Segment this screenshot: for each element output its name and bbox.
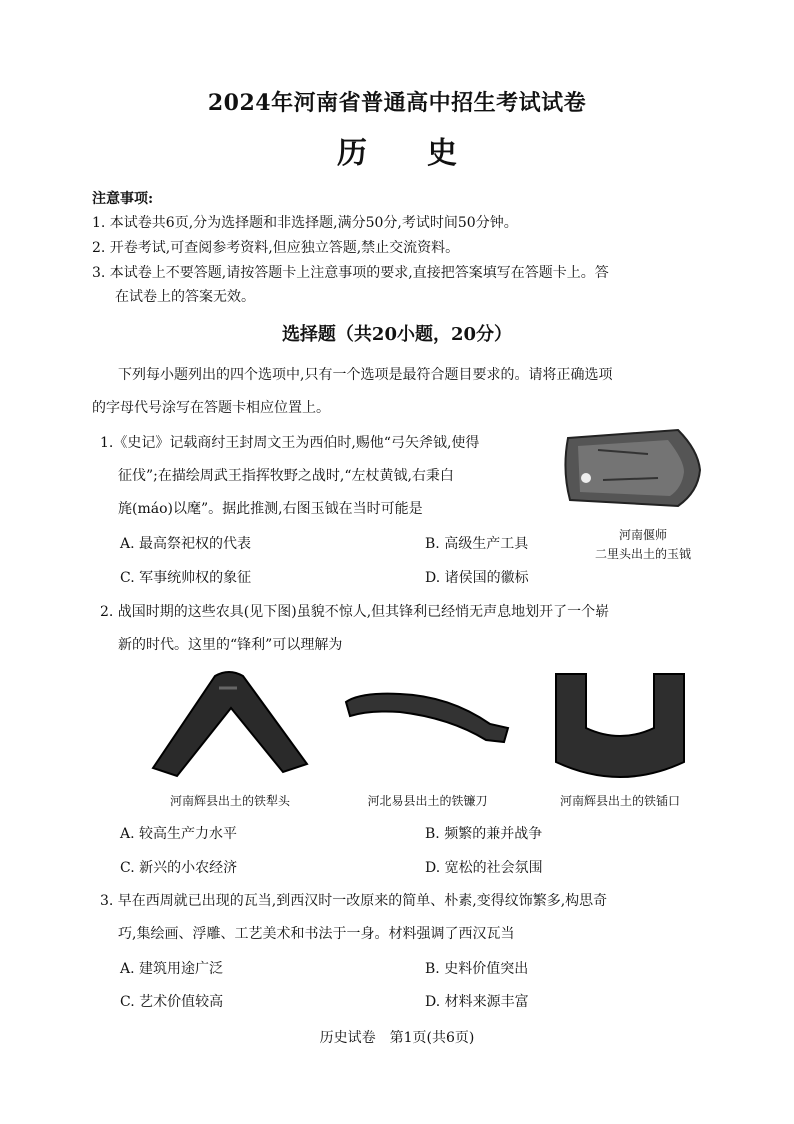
notice-item-3: 3. 本试卷上不要答题,请按答题卡上注意事项的要求,直接把答案填写在答题卡上。答 [92,265,609,281]
q2-option-d: D. 宽松的社会氛围 [425,860,543,876]
section-instructions-1: 下列每小题列出的四个选项中,只有一个选项是最符合题目要求的。请将正确选项 [118,367,613,383]
iron-spade-edge-image [550,668,690,786]
q2-option-b: B. 频繁的兼并战争 [425,826,543,842]
q3-option-a: A. 建筑用途广泛 [120,961,224,977]
notice-heading: 注意事项: [92,191,154,207]
q1-caption-1: 河南偃师 [618,528,667,542]
q1-option-d: D. 诸侯国的徽标 [425,570,529,586]
q2-option-a: A. 较高生产力水平 [120,826,238,842]
q2-line-2: 新的时代。这里的“锋利”可以理解为 [118,637,343,653]
notice-item-1: 1. 本试卷共6页,分为选择题和非选择题,满分50分,考试时间50分钟。 [92,215,518,231]
q3-line-2: 巧,集绘画、浮雕、工艺美术和书法于一身。材料强调了西汉瓦当 [118,926,515,942]
q3-option-c: C. 艺术价值较高 [120,994,224,1010]
jade-yue-axe-image [558,420,708,516]
section-title: 选择题（共20小题，20分） [281,324,513,345]
notice-item-3-cont: 在试卷上的答案无效。 [115,289,255,305]
iron-sickle-image [340,688,515,754]
subject-title: 历史 [337,136,517,171]
q1-option-b: B. 高级生产工具 [425,536,529,552]
q2-caption-3: 河南辉县出土的铁锸口 [559,794,680,808]
q1-line-3: 旄(máo)以麾”。据此推测,右图玉钺在当时可能是 [118,501,423,517]
q1-line-2: 征伐”;在描绘周武王指挥牧野之战时,“左杖黄钺,右秉白 [118,468,454,484]
q1-option-a: A. 最高祭祀权的代表 [120,536,252,552]
q1-option-c: C. 军事统帅权的象征 [120,570,252,586]
notice-item-2: 2. 开卷考试,可查阅参考资料,但应独立答题,禁止交流资料。 [92,240,460,256]
exam-title: 2024年河南省普通高中招生考试试卷 [207,90,587,116]
q3-option-b: B. 史料价值突出 [425,961,529,977]
q3-option-d: D. 材料来源丰富 [425,994,529,1010]
section-instructions-2: 的字母代号涂写在答题卡相应位置上。 [92,400,330,416]
q2-caption-1: 河南辉县出土的铁犁头 [169,794,290,808]
q1-line-1: 1.《史记》记载商纣王封周文王为西伯时,赐他“弓矢斧钺,使得 [100,435,480,451]
page-footer: 历史试卷 第1页(共6页) [319,1030,475,1046]
q2-option-c: C. 新兴的小农经济 [120,860,238,876]
q3-line-1: 3. 早在西周就已出现的瓦当,到西汉时一改原来的简单、朴素,变得纹饰繁多,构思奇 [100,893,608,909]
q1-caption-2: 二里头出土的玉钺 [594,547,691,561]
iron-plowshare-image [145,668,315,780]
q2-caption-2: 河北易县出土的铁镰刀 [367,794,488,808]
q2-line-1: 2. 战国时期的这些农具(见下图)虽貌不惊人,但其锋利已经悄无声息地划开了一个崭 [100,604,610,620]
